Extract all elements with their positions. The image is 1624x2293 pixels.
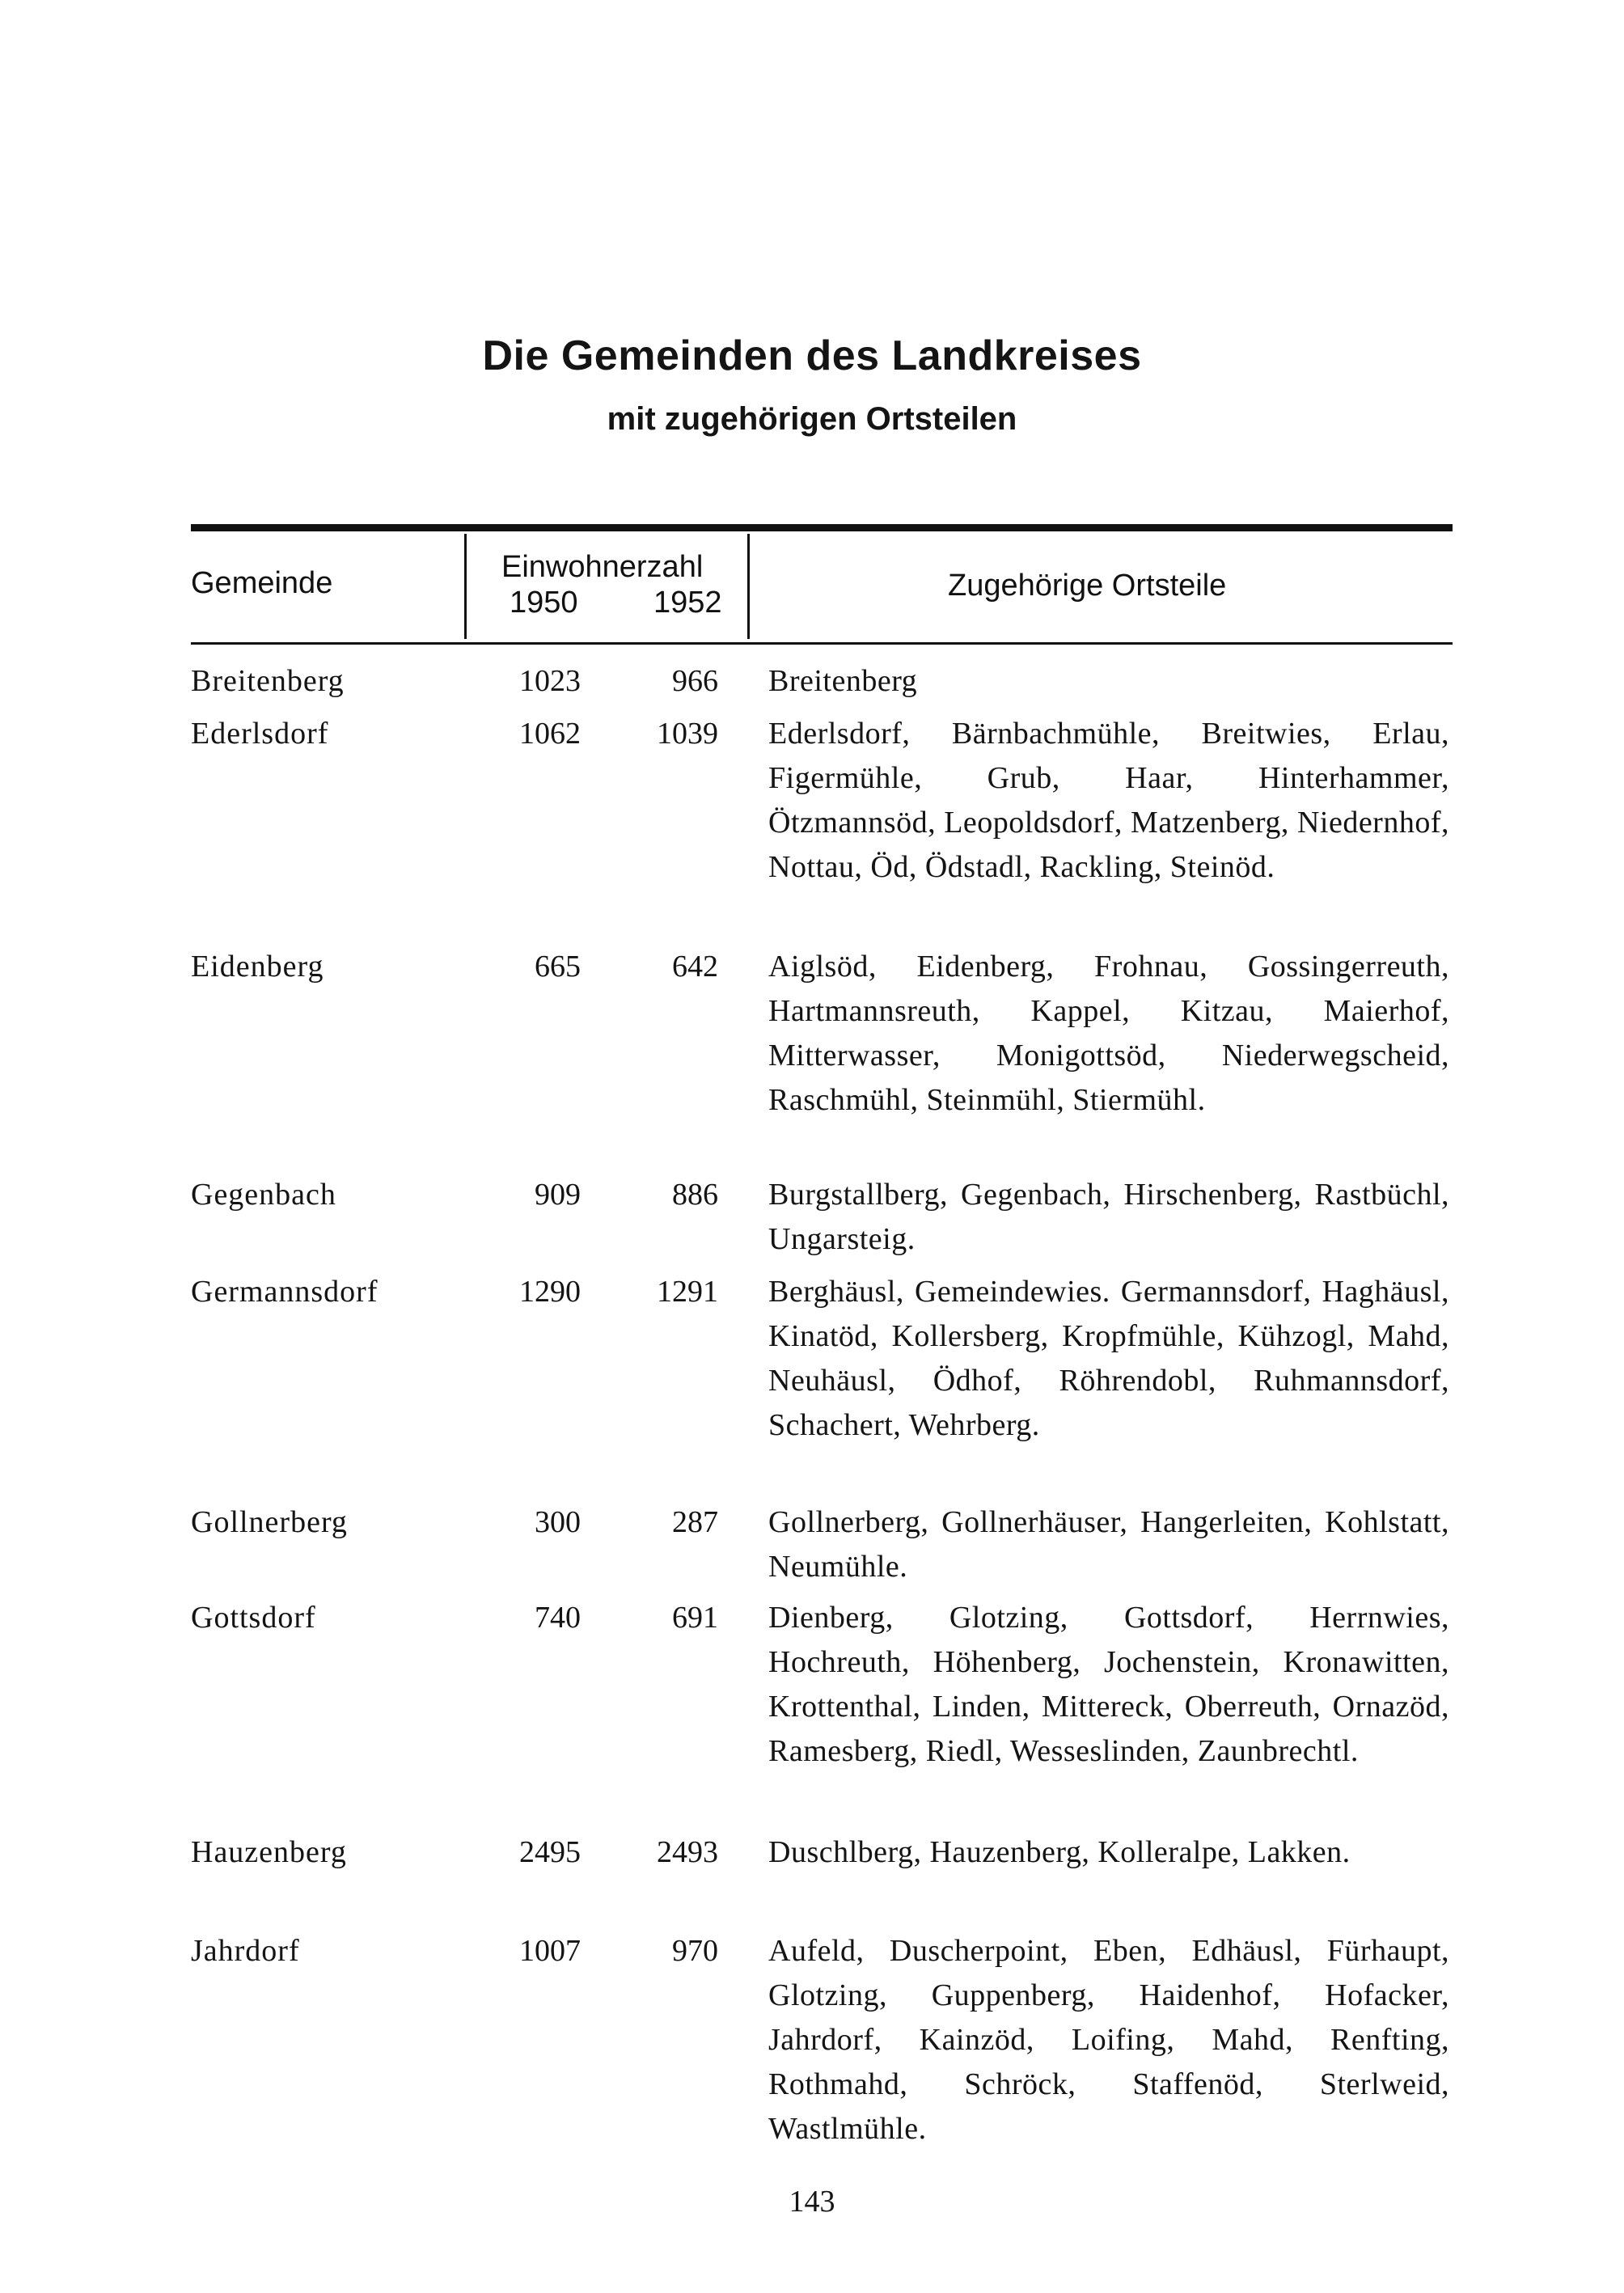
- cell-1950: 1023: [519, 664, 581, 698]
- cell-1952: 642: [672, 950, 718, 984]
- cell-1950: 1290: [519, 1275, 581, 1309]
- cell-gemeinde: Hauzenberg: [191, 1835, 347, 1869]
- cell-ortsteile: Berghäusl, Gemeindewies. Germannsdorf, Haghäusl, Kinatöd, Kollersberg, Kropfmühle, Kühzogl, Mahd, Neuhäusl, Ödhof, Röhrendobl, Ruhmannsdorf, Schachert, Wehrberg.: [768, 1275, 1449, 1442]
- header-gemeinde: Gemeinde: [191, 566, 333, 600]
- cell-1952: 691: [672, 1601, 718, 1635]
- cell-1950: 1062: [519, 717, 581, 751]
- cell-1950: 300: [535, 1505, 581, 1539]
- header-year-1952: 1952: [653, 586, 722, 620]
- table-top-rule: [191, 524, 1453, 531]
- cell-gemeinde: Gollnerberg: [191, 1505, 348, 1539]
- cell-1950: 2495: [519, 1835, 581, 1869]
- table-header-rule: [191, 642, 1453, 645]
- cell-gemeinde: Gegenbach: [191, 1178, 336, 1212]
- page-number: 143: [789, 2185, 835, 2219]
- cell-ortsteile: Duschlberg, Hauzenberg, Kolleralpe, Lakken.: [768, 1835, 1351, 1869]
- cell-gemeinde: Jahrdorf: [191, 1934, 300, 1968]
- cell-ortsteile: Aiglsöd, Eidenberg, Frohnau, Gossingerreuth, Hartmannsreuth, Kappel, Kitzau, Maierhof, Mitterwasser, Monigottsöd, Niederwegscheid, Raschmühl, Steinmühl, Stiermühl.: [768, 950, 1449, 1117]
- cell-1950: 665: [535, 950, 581, 984]
- cell-gemeinde: Eidenberg: [191, 950, 324, 984]
- cell-1952: 287: [672, 1505, 718, 1539]
- cell-gemeinde: Ederlsdorf: [191, 717, 329, 751]
- header-ortsteile: Zugehörige Ortsteile: [948, 569, 1227, 603]
- cell-ortsteile: Burgstallberg, Gegenbach, Hirschenberg, Rastbüchl, Ungarsteig.: [768, 1178, 1449, 1256]
- cell-1950: 1007: [519, 1934, 581, 1968]
- cell-1952: 1039: [657, 717, 718, 751]
- cell-gemeinde: Gottsdorf: [191, 1601, 316, 1635]
- cell-ortsteile: Ederlsdorf, Bärnbachmühle, Breitwies, Erlau, Figermühle, Grub, Haar, Hinterhammer, Ötzmannsöd, Leopoldsdorf, Matzenberg, Niedernhof, Nottau, Öd, Ödstadl, Rackling, Steinöd.: [768, 717, 1449, 884]
- page-subtitle: mit zugehörigen Ortsteilen: [607, 401, 1017, 437]
- cell-gemeinde: Germannsdorf: [191, 1275, 379, 1309]
- cell-1952: 2493: [657, 1835, 718, 1869]
- page-title: Die Gemeinden des Landkreises: [482, 332, 1142, 379]
- cell-ortsteile: Breitenberg: [768, 664, 918, 698]
- cell-1952: 966: [672, 664, 718, 698]
- header-year-1950: 1950: [510, 586, 578, 620]
- column-divider-left: [464, 534, 467, 639]
- cell-1952: 1291: [657, 1275, 718, 1309]
- cell-ortsteile: Gollnerberg, Gollnerhäuser, Hangerleiten, Kohlstatt, Neumühle.: [768, 1505, 1449, 1584]
- cell-1952: 886: [672, 1178, 718, 1212]
- cell-gemeinde: Breitenberg: [191, 664, 345, 698]
- header-einwohnerzahl: Einwohnerzahl: [501, 550, 704, 584]
- cell-1950: 740: [535, 1601, 581, 1635]
- column-divider-right: [747, 534, 750, 639]
- cell-ortsteile: Aufeld, Duscherpoint, Eben, Edhäusl, Fürhaupt, Glotzing, Guppenberg, Haidenhof, Hofacker, Jahrdorf, Kainzöd, Loifing, Mahd, Renfting, Rothmahd, Schröck, Staffenöd, Sterlweid, Wastlmühle.: [768, 1934, 1449, 2146]
- cell-1950: 909: [535, 1178, 581, 1212]
- cell-1952: 970: [672, 1934, 718, 1968]
- cell-ortsteile: Dienberg, Glotzing, Gottsdorf, Herrnwies, Hochreuth, Höhenberg, Jochenstein, Kronawitten, Krottenthal, Linden, Mittereck, Oberreuth, Ornazöd, Ramesberg, Riedl, Wesseslinden, Zaunbrechtl.: [768, 1601, 1449, 1768]
